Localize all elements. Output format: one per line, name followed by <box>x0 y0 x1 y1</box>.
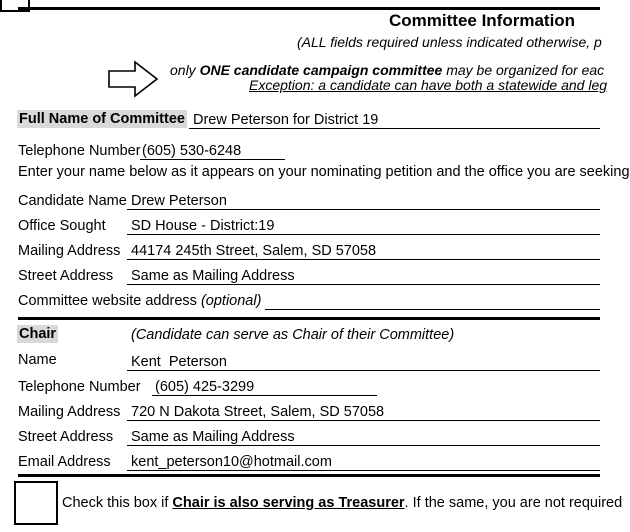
mailing-label: Mailing Address <box>18 243 121 259</box>
chair-name-label: Name <box>18 352 57 368</box>
chair-email-label: Email Address <box>18 454 111 470</box>
candidate-name-underline <box>127 209 600 210</box>
chair-email-value[interactable]: kent_peterson10@hotmail.com <box>131 454 332 470</box>
chair-street-underline <box>127 445 600 446</box>
website-underline[interactable] <box>265 309 600 310</box>
candidate-name-value[interactable]: Drew Peterson <box>131 193 227 209</box>
footer-rule <box>18 474 600 477</box>
street-label: Street Address <box>18 268 114 284</box>
exception-note: Exception: a candidate can have both a statewide and leg <box>249 77 608 93</box>
office-label: Office Sought <box>18 218 106 234</box>
candidate-name-label: Candidate Name <box>18 193 127 209</box>
committee-rule-note: only ONE candidate campaign committee may be organized for eac <box>170 62 605 78</box>
chair-telephone-underline <box>152 395 377 396</box>
chair-section-rule <box>18 317 600 320</box>
instruction-text: Enter your name below as it appears on your nominating petition and the office you are seeking <box>18 164 630 180</box>
mailing-underline <box>127 259 600 260</box>
telephone-label: Telephone Number <box>18 143 141 159</box>
chair-mailing-label: Mailing Address <box>18 404 121 420</box>
mailing-value[interactable]: 44174 245th Street, Salem, SD 57058 <box>131 243 377 259</box>
full-name-value[interactable]: Drew Peterson for District 19 <box>193 112 379 128</box>
section-subtitle: (ALL fields required unless indicated otherwise, p <box>297 34 602 50</box>
chair-name-underline <box>127 370 600 371</box>
street-underline <box>127 284 600 285</box>
full-name-label: Full Name of Committee <box>19 111 185 127</box>
office-underline <box>127 234 600 235</box>
chair-note: (Candidate can serve as Chair of their Committee) <box>131 327 455 343</box>
chair-name-value[interactable]: Kent Peterson <box>131 354 227 370</box>
section-title: Committee Information <box>389 11 576 30</box>
chair-street-label: Street Address <box>18 429 114 445</box>
arrow-right-icon <box>107 60 159 98</box>
chair-mailing-value[interactable]: 720 N Dakota Street, Salem, SD 57058 <box>131 404 385 420</box>
top-rule <box>18 7 600 10</box>
treasurer-checkbox[interactable] <box>14 481 58 525</box>
top-checkbox-fragment <box>0 0 30 12</box>
telephone-underline <box>140 159 285 160</box>
chair-street-value[interactable]: Same as Mailing Address <box>131 429 295 445</box>
chair-heading: Chair <box>19 326 57 342</box>
office-value[interactable]: SD House - District:19 <box>131 218 275 234</box>
chair-telephone-value[interactable]: (605) 425-3299 <box>155 379 255 395</box>
telephone-value[interactable]: (605) 530-6248 <box>142 143 242 159</box>
chair-telephone-label: Telephone Number <box>18 379 141 395</box>
chair-mailing-underline <box>127 420 600 421</box>
chair-email-underline <box>127 470 600 471</box>
full-name-underline <box>189 128 600 129</box>
website-label: Committee website address (optional) <box>18 293 262 309</box>
treasurer-check-text: Check this box if Chair is also serving as Treasurer. If the same, you are not required <box>62 495 623 511</box>
street-value[interactable]: Same as Mailing Address <box>131 268 295 284</box>
